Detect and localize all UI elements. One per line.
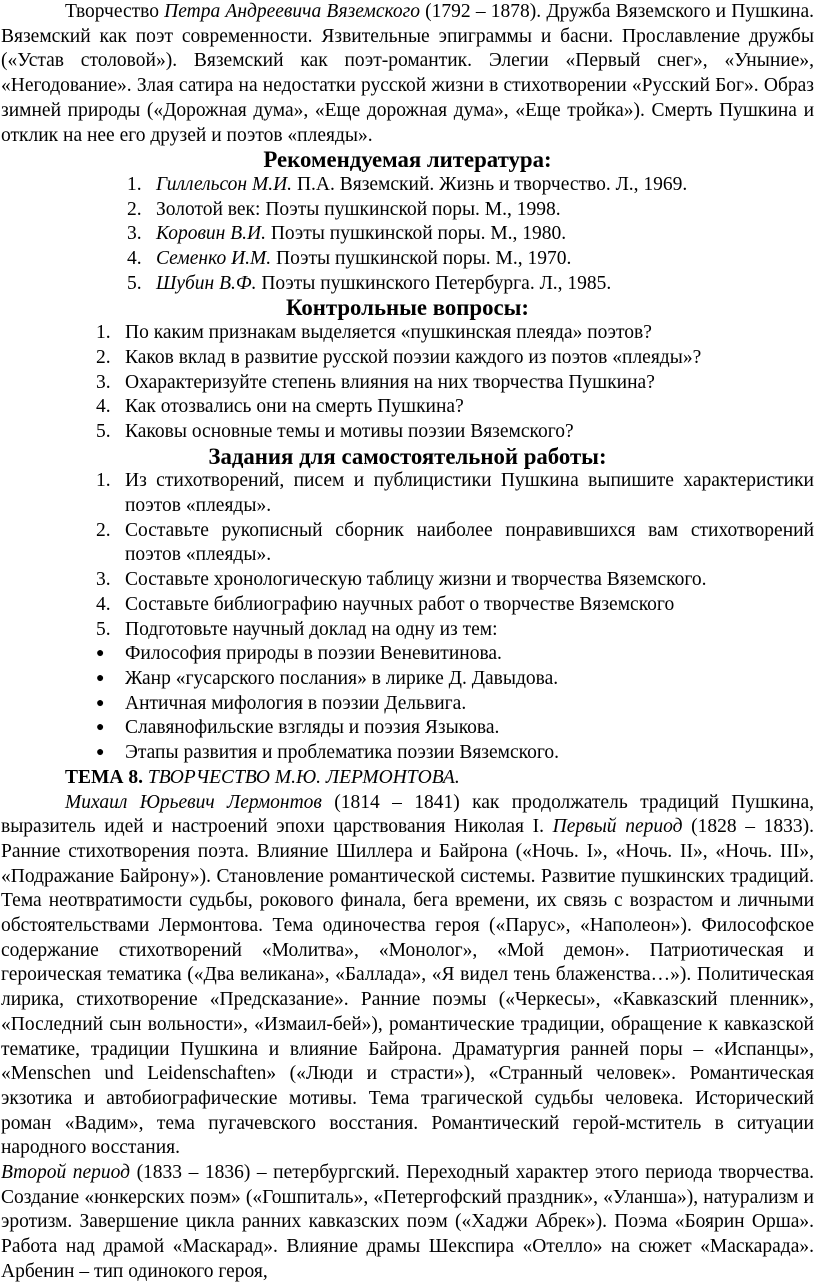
poet-name: Петра Андреевича Вяземского — [164, 1, 420, 22]
item-text: Поэты пушкинского Петербурга. Л., 1985. — [256, 272, 612, 294]
text-run: (1814 – 1841) как продолжатель традиций Пушкина, выразитель идей и настроений эпохи царствования Николая I. — [1, 791, 815, 838]
item-text: Составьте библиографию научных работ о творчестве Вяземского — [125, 593, 675, 615]
item-number: 4. — [96, 396, 111, 418]
text-run: (1792 – 1878). Дружба Вяземского и Пушкина. Вяземский как поэт современности. Язвительные эпиграммы и басни. Прославление дружбы («Устав столовой»). Вяземский как поэт-романтик. Элегии «Первый снег», «Уныние», «Негодование». Злая сатира на недостатки русской жизни в стихотворении «Русский Бог». Образ зимней природы («Дорожная дума», «Еще дорожная дума», «Еще тройка»). Смерть Пушкина и отклик на нее его друзей и поэтов «плеяды». — [1, 1, 814, 146]
item-number: 1. — [96, 322, 111, 344]
list-item — [1, 667, 814, 692]
list-item — [1, 568, 814, 593]
list-item — [1, 395, 814, 420]
list-item — [1, 716, 814, 741]
item-number: 5. — [96, 420, 111, 442]
list-item — [1, 247, 814, 272]
bullet-icon: ● — [96, 720, 105, 736]
item-text: Античная мифология в поэзии Дельвига. — [125, 692, 467, 714]
list-item — [1, 593, 814, 618]
item-text: Жанр «гусарского послания» в лирике Д. Давыдова. — [125, 667, 559, 689]
item-text: Философия природы в поэзии Веневитинова. — [125, 643, 502, 665]
list-item — [1, 618, 814, 643]
list-item — [1, 173, 814, 198]
item-number: 5. — [96, 618, 111, 640]
second-period-paragraph — [1, 1161, 814, 1285]
item-number: 4. — [127, 248, 142, 270]
list-item — [1, 519, 814, 568]
item-author: Семенко И.М. — [156, 248, 272, 270]
questions-list — [1, 321, 814, 445]
item-text: Подготовьте научный доклад на одну из тем: — [125, 618, 498, 640]
item-text: Поэты пушкинской поры. М., 1970. — [271, 248, 572, 270]
list-item — [1, 642, 814, 667]
topics-list — [1, 642, 814, 766]
list-item — [1, 371, 814, 396]
bullet-icon: ● — [96, 670, 105, 686]
item-author: Коровин В.И. — [156, 223, 266, 245]
literature-heading: Рекомендуемая литература: — [263, 147, 552, 173]
bullet-icon: ● — [96, 646, 105, 662]
item-text: Каков вклад в развитие русской поэзии каждого из поэтов «плеяды»? — [125, 346, 702, 368]
item-author: Шубин В.Ф. — [156, 272, 257, 294]
list-item — [1, 741, 814, 766]
list-item — [1, 346, 814, 371]
list-item — [1, 692, 814, 717]
poet-name: Михаил Юрьевич Лермонтов — [65, 791, 322, 813]
text-run: (1833 – 1836) – петербургский. Переходный характер этого периода творчества. Создание «юнкерских поэм» («Гошпиталь», «Петергофский праздник», «Уланша»), натурализм и эротизм. Завершение цикла ранних кавказских поэм («Хаджи Абрек»). Поэма «Боярин Орша». Работа над драмой «Маскарад». Влияние драмы Шекспира «Отелло» на сюжет «Маскарада». Арбенин – тип одинокого героя, — [1, 1162, 814, 1282]
item-number: 2. — [96, 346, 111, 368]
text-run: (1828 – 1833). Ранние стихотворения поэта. Влияние Шиллера и Байрона («Ночь. I», «Ночь. II», «Ночь. III», «Подражание Байрону»). Становление романтической системы. Развитие пушкинских традиций. Тема неотвратимости судьбы, рокового финала, бега времени, их связь с возрастом и личными обстоятельствами Лермонтова. Тема одиночества героя («Парус», «Наполеон»). Философское содержание стихотворений «Молитва», «Монолог», «Мой демон». Патриотическая и героическая тематика («Два великана», «Баллада», «Я видел тень блаженства…»). Политическая лирика, стихотворение «Предсказание». Ранние поэмы («Черкесы», «Кавказский пленник», «Последний сын вольности», «Измаил-бей»), романтические традиции, обращение к кавказской тематике, традиции Пушкина и влияние Байрона. Драматургия ранней поры – «Испанцы», «Menschen und Leidenschaften» («Люди и страсти»), «Странный человек». Романтическая экзотика и автобиографические мотивы. Тема трагической судьбы человека. Исторический роман «Вадим», тема пугачевского восстания. Романтический герой-мститель в ситуации народного восстания. — [1, 816, 814, 1159]
literature-list — [1, 173, 814, 297]
item-text: Как отозвались они на смерть Пушкина? — [125, 396, 464, 418]
period-label: Первый период — [552, 816, 683, 838]
item-text: Из стихотворений, писем и публицистики Пушкина выпишите характеристики поэтов «плеяды». — [125, 470, 814, 517]
bullet-icon: ● — [96, 745, 105, 761]
list-item — [1, 272, 814, 297]
list-item — [1, 420, 814, 445]
item-text: Славянофильские взгляды и поэзия Языкова. — [125, 717, 500, 739]
tasks-heading: Задания для самостоятельной работы: — [208, 443, 607, 469]
item-number: 3. — [127, 223, 142, 245]
item-text: Составьте рукописный сборник наиболее понравившихся вам стихотворений поэтов «плеяды». — [125, 519, 814, 566]
item-number: 3. — [96, 569, 111, 591]
item-number: 2. — [127, 198, 142, 220]
item-text: По каким признакам выделяется «пушкинская плеяда» поэтов? — [125, 322, 652, 344]
tasks-list — [1, 469, 814, 642]
theme-heading — [1, 766, 814, 791]
list-item — [1, 222, 814, 247]
item-text: Этапы развития и проблематика поэзии Вяземского. — [125, 742, 560, 764]
theme-label: ТЕМА 8. — [65, 766, 143, 788]
item-number: 1. — [127, 173, 142, 195]
item-author: Гиллельсон М.И. — [156, 173, 293, 195]
item-text: Каковы основные темы и мотивы поэзии Вяземского? — [125, 420, 574, 442]
item-text: Поэты пушкинской поры. М., 1980. — [265, 223, 567, 245]
item-number: 3. — [96, 371, 111, 393]
theme-title: ТВОРЧЕСТВО М.Ю. ЛЕРМОНТОВА. — [143, 766, 460, 788]
questions-heading: Контрольные вопросы: — [285, 295, 530, 321]
item-text: Составьте хронологическую таблицу жизни и творчества Вяземского. — [125, 569, 707, 591]
item-number: 2. — [96, 519, 111, 541]
list-item — [1, 469, 814, 518]
text-run: Творчество — [65, 1, 165, 22]
list-item — [1, 321, 814, 346]
lermontov-paragraph — [1, 791, 814, 1162]
period-label: Второй период — [1, 1162, 131, 1184]
item-number: 5. — [127, 272, 142, 294]
item-number: 4. — [96, 593, 111, 615]
bullet-icon: ● — [96, 695, 105, 711]
vyazemsky-paragraph — [1, 0, 814, 148]
item-text: Золотой век: Поэты пушкинской поры. М., 1998. — [156, 198, 561, 220]
item-number: 1. — [96, 470, 111, 492]
item-text: Охарактеризуйте степень влияния на них творчества Пушкина? — [125, 371, 655, 393]
list-item — [1, 198, 814, 223]
item-text: П.А. Вяземский. Жизнь и творчество. Л., 1969. — [292, 173, 688, 195]
